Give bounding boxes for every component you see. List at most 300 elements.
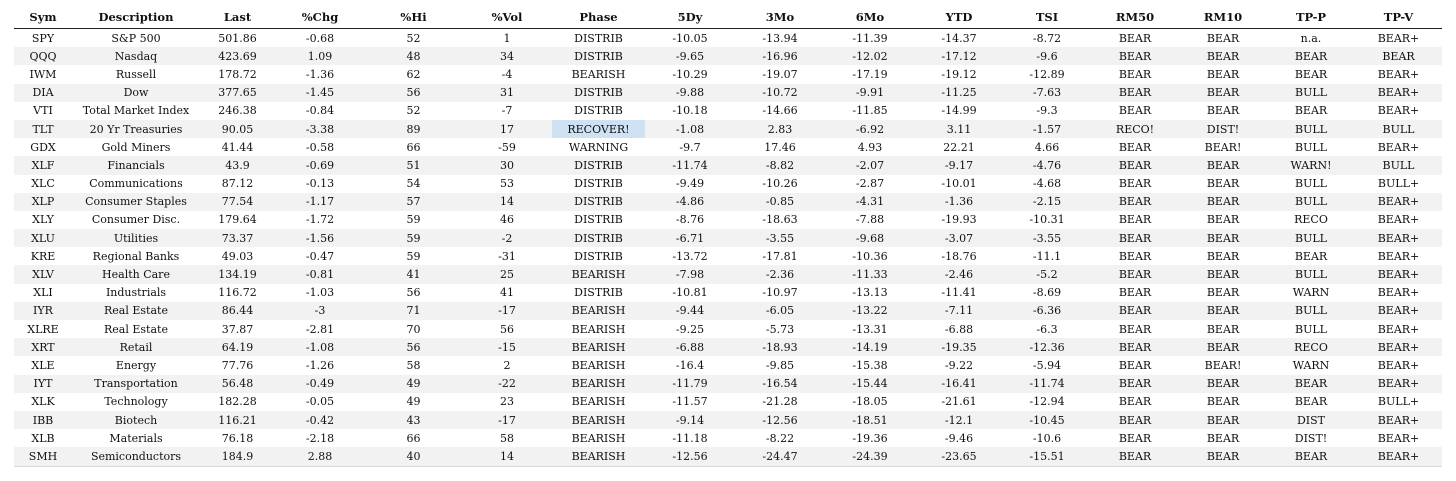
cell-sym: IYR xyxy=(14,302,72,320)
table-row[interactable] xyxy=(14,284,1442,302)
table-row[interactable] xyxy=(14,84,1442,102)
cell-tp-v: BEAR xyxy=(1355,47,1442,65)
cell-ytd: -9.22 xyxy=(915,356,1003,374)
table-row[interactable] xyxy=(14,356,1442,374)
cell-description: Technology xyxy=(72,393,200,411)
cell-tp-v: BEAR+ xyxy=(1355,375,1442,393)
cell-last: 76.18 xyxy=(200,429,275,447)
cell-3mo: -18.93 xyxy=(735,338,825,356)
cell-5dy: -11.18 xyxy=(645,429,735,447)
cell-tp-v: BULL+ xyxy=(1355,393,1442,411)
cell-tp-p: RECO xyxy=(1267,211,1355,229)
cell-rm50: RECO! xyxy=(1091,120,1179,138)
cell-pct-hi: 59 xyxy=(365,229,462,247)
cell-tp-v: BEAR+ xyxy=(1355,411,1442,429)
cell-5dy: -9.44 xyxy=(645,302,735,320)
header-pct-hi[interactable]: %Hi xyxy=(365,6,462,29)
cell-5dy: -1.08 xyxy=(645,120,735,138)
cell-tsi: -1.57 xyxy=(1003,120,1091,138)
cell-pct-hi: 51 xyxy=(365,156,462,174)
cell-description: Industrials xyxy=(72,284,200,302)
cell-sym: VTI xyxy=(14,102,72,120)
cell-sym: SMH xyxy=(14,447,72,466)
table-row[interactable] xyxy=(14,29,1442,48)
cell-sym: XLU xyxy=(14,229,72,247)
cell-phase: DISTRIB xyxy=(552,84,645,102)
cell-ytd: -10.01 xyxy=(915,175,1003,193)
cell-ytd: -9.46 xyxy=(915,429,1003,447)
table-row[interactable] xyxy=(14,229,1442,247)
cell-ytd: -19.35 xyxy=(915,338,1003,356)
cell-5dy: -6.88 xyxy=(645,338,735,356)
cell-description: Dow xyxy=(72,84,200,102)
cell-pct-vol: 56 xyxy=(462,320,552,338)
cell-pct-vol: 53 xyxy=(462,175,552,193)
table-row[interactable] xyxy=(14,193,1442,211)
cell-tp-p: BEAR xyxy=(1267,102,1355,120)
cell-3mo: -18.63 xyxy=(735,211,825,229)
cell-pct-vol: 14 xyxy=(462,193,552,211)
table-row[interactable] xyxy=(14,138,1442,156)
cell-rm10: BEAR xyxy=(1179,375,1267,393)
cell-description: Transportation xyxy=(72,375,200,393)
table-row[interactable] xyxy=(14,120,1442,138)
cell-rm50: BEAR xyxy=(1091,320,1179,338)
cell-tsi: -12.94 xyxy=(1003,393,1091,411)
cell-ytd: -11.41 xyxy=(915,284,1003,302)
cell-description: Utilities xyxy=(72,229,200,247)
cell-rm50: BEAR xyxy=(1091,138,1179,156)
cell-pct-chg: -2.81 xyxy=(275,320,365,338)
table-row[interactable] xyxy=(14,411,1442,429)
cell-tp-p: BEAR xyxy=(1267,447,1355,466)
cell-ytd: -18.76 xyxy=(915,247,1003,265)
cell-tsi: -4.68 xyxy=(1003,175,1091,193)
cell-tp-v: BEAR+ xyxy=(1355,102,1442,120)
cell-rm50: BEAR xyxy=(1091,284,1179,302)
cell-3mo: -12.56 xyxy=(735,411,825,429)
cell-pct-vol: -2 xyxy=(462,229,552,247)
cell-rm50: BEAR xyxy=(1091,302,1179,320)
cell-tp-v: BEAR+ xyxy=(1355,211,1442,229)
cell-3mo: 2.83 xyxy=(735,120,825,138)
cell-pct-chg: -1.36 xyxy=(275,65,365,83)
table-row[interactable] xyxy=(14,175,1442,193)
cell-tsi: -12.36 xyxy=(1003,338,1091,356)
cell-tp-v: BEAR+ xyxy=(1355,65,1442,83)
cell-5dy: -8.76 xyxy=(645,211,735,229)
header-description[interactable]: Description xyxy=(72,6,200,29)
cell-rm50: BEAR xyxy=(1091,429,1179,447)
cell-tp-p: BEAR xyxy=(1267,393,1355,411)
cell-ytd: -6.88 xyxy=(915,320,1003,338)
cell-tp-p: WARN xyxy=(1267,356,1355,374)
cell-pct-vol: 23 xyxy=(462,393,552,411)
header-5dy[interactable]: 5Dy xyxy=(645,6,735,29)
cell-rm50: BEAR xyxy=(1091,65,1179,83)
table-row[interactable] xyxy=(14,375,1442,393)
cell-pct-hi: 52 xyxy=(365,29,462,48)
cell-sym: XRT xyxy=(14,338,72,356)
cell-pct-vol: 30 xyxy=(462,156,552,174)
cell-3mo: -19.07 xyxy=(735,65,825,83)
cell-tp-v: BEAR+ xyxy=(1355,138,1442,156)
cell-last: 377.65 xyxy=(200,84,275,102)
cell-ytd: -1.36 xyxy=(915,193,1003,211)
cell-6mo: -11.33 xyxy=(825,265,915,283)
cell-rm50: BEAR xyxy=(1091,393,1179,411)
cell-phase: BEARISH xyxy=(552,447,645,466)
cell-pct-vol: 14 xyxy=(462,447,552,466)
cell-pct-hi: 56 xyxy=(365,338,462,356)
table-row[interactable] xyxy=(14,265,1442,283)
cell-tp-p: BULL xyxy=(1267,175,1355,193)
cell-6mo: -2.07 xyxy=(825,156,915,174)
cell-tp-v: BULL xyxy=(1355,120,1442,138)
cell-tsi: -10.45 xyxy=(1003,411,1091,429)
cell-6mo: -13.13 xyxy=(825,284,915,302)
cell-tsi: -4.76 xyxy=(1003,156,1091,174)
cell-rm50: BEAR xyxy=(1091,338,1179,356)
cell-3mo: -0.85 xyxy=(735,193,825,211)
cell-phase: BEARISH xyxy=(552,320,645,338)
cell-6mo: -17.19 xyxy=(825,65,915,83)
table-row[interactable] xyxy=(14,211,1442,229)
cell-pct-vol: -4 xyxy=(462,65,552,83)
cell-tp-p: BULL xyxy=(1267,302,1355,320)
cell-rm50: BEAR xyxy=(1091,265,1179,283)
cell-sym: IBB xyxy=(14,411,72,429)
cell-rm10: BEAR xyxy=(1179,65,1267,83)
header-pct-vol[interactable]: %Vol xyxy=(462,6,552,29)
cell-pct-vol: -17 xyxy=(462,302,552,320)
cell-3mo: -8.82 xyxy=(735,156,825,174)
cell-5dy: -10.05 xyxy=(645,29,735,48)
header-row xyxy=(14,6,1442,29)
cell-phase: RECOVER! xyxy=(552,120,645,138)
cell-pct-chg: -0.58 xyxy=(275,138,365,156)
cell-5dy: -11.74 xyxy=(645,156,735,174)
cell-tsi: -2.15 xyxy=(1003,193,1091,211)
cell-pct-vol: 2 xyxy=(462,356,552,374)
cell-phase: DISTRIB xyxy=(552,211,645,229)
cell-pct-hi: 57 xyxy=(365,193,462,211)
cell-3mo: -10.26 xyxy=(735,175,825,193)
cell-tp-p: n.a. xyxy=(1267,29,1355,48)
cell-ytd: -9.17 xyxy=(915,156,1003,174)
cell-rm10: BEAR xyxy=(1179,320,1267,338)
header-last[interactable]: Last xyxy=(200,6,275,29)
cell-pct-chg: 1.09 xyxy=(275,47,365,65)
cell-pct-hi: 70 xyxy=(365,320,462,338)
cell-description: Gold Miners xyxy=(72,138,200,156)
cell-rm50: BEAR xyxy=(1091,175,1179,193)
cell-rm50: BEAR xyxy=(1091,47,1179,65)
cell-tp-v: BEAR+ xyxy=(1355,429,1442,447)
cell-last: 77.76 xyxy=(200,356,275,374)
cell-tp-p: DIST xyxy=(1267,411,1355,429)
cell-tp-p: DIST! xyxy=(1267,429,1355,447)
cell-pct-chg: -0.47 xyxy=(275,247,365,265)
cell-tp-v: BEAR+ xyxy=(1355,229,1442,247)
cell-pct-chg: -2.18 xyxy=(275,429,365,447)
cell-6mo: -6.92 xyxy=(825,120,915,138)
cell-pct-hi: 40 xyxy=(365,447,462,466)
header-tsi[interactable]: TSI xyxy=(1003,6,1091,29)
cell-pct-chg: -0.42 xyxy=(275,411,365,429)
cell-tp-v: BEAR+ xyxy=(1355,338,1442,356)
cell-pct-vol: -31 xyxy=(462,247,552,265)
cell-pct-vol: 58 xyxy=(462,429,552,447)
cell-tp-p: BULL xyxy=(1267,193,1355,211)
cell-last: 182.28 xyxy=(200,393,275,411)
table-row[interactable] xyxy=(14,429,1442,447)
cell-pct-chg: -1.72 xyxy=(275,211,365,229)
cell-sym: QQQ xyxy=(14,47,72,65)
cell-rm10: BEAR xyxy=(1179,229,1267,247)
header-3mo[interactable]: 3Mo xyxy=(735,6,825,29)
table-row[interactable] xyxy=(14,393,1442,411)
cell-rm10: BEAR xyxy=(1179,175,1267,193)
cell-6mo: -7.88 xyxy=(825,211,915,229)
cell-3mo: -13.94 xyxy=(735,29,825,48)
cell-tsi: -12.89 xyxy=(1003,65,1091,83)
header-rm50[interactable]: RM50 xyxy=(1091,6,1179,29)
cell-ytd: -2.46 xyxy=(915,265,1003,283)
cell-last: 90.05 xyxy=(200,120,275,138)
cell-description: Communications xyxy=(72,175,200,193)
market-table xyxy=(14,6,1442,467)
cell-tp-p: BULL xyxy=(1267,84,1355,102)
cell-sym: XLP xyxy=(14,193,72,211)
header-sym[interactable]: Sym xyxy=(14,6,72,29)
cell-last: 179.64 xyxy=(200,211,275,229)
cell-ytd: -7.11 xyxy=(915,302,1003,320)
cell-pct-chg: -0.13 xyxy=(275,175,365,193)
cell-ytd: -17.12 xyxy=(915,47,1003,65)
cell-rm10: BEAR xyxy=(1179,284,1267,302)
table-row[interactable] xyxy=(14,47,1442,65)
cell-last: 43.9 xyxy=(200,156,275,174)
cell-5dy: -11.79 xyxy=(645,375,735,393)
cell-pct-chg: -1.03 xyxy=(275,284,365,302)
cell-last: 178.72 xyxy=(200,65,275,83)
cell-last: 246.38 xyxy=(200,102,275,120)
table-row[interactable] xyxy=(14,320,1442,338)
cell-last: 86.44 xyxy=(200,302,275,320)
table-row[interactable] xyxy=(14,338,1442,356)
cell-tsi: -10.6 xyxy=(1003,429,1091,447)
cell-3mo: -16.54 xyxy=(735,375,825,393)
table-row[interactable] xyxy=(14,102,1442,120)
cell-pct-vol: -15 xyxy=(462,338,552,356)
cell-pct-chg: -0.69 xyxy=(275,156,365,174)
cell-5dy: -9.49 xyxy=(645,175,735,193)
cell-5dy: -6.71 xyxy=(645,229,735,247)
cell-6mo: -13.22 xyxy=(825,302,915,320)
cell-3mo: -2.36 xyxy=(735,265,825,283)
cell-last: 501.86 xyxy=(200,29,275,48)
cell-sym: SPY xyxy=(14,29,72,48)
cell-rm10: BEAR xyxy=(1179,265,1267,283)
cell-pct-hi: 56 xyxy=(365,84,462,102)
cell-tsi: -5.94 xyxy=(1003,356,1091,374)
cell-6mo: -18.05 xyxy=(825,393,915,411)
cell-pct-vol: 25 xyxy=(462,265,552,283)
cell-tp-p: BEAR xyxy=(1267,65,1355,83)
table-row[interactable] xyxy=(14,156,1442,174)
cell-6mo: -10.36 xyxy=(825,247,915,265)
cell-description: Materials xyxy=(72,429,200,447)
cell-tp-v: BEAR+ xyxy=(1355,356,1442,374)
cell-sym: XLV xyxy=(14,265,72,283)
cell-pct-chg: -0.49 xyxy=(275,375,365,393)
cell-sym: XLB xyxy=(14,429,72,447)
cell-pct-vol: -22 xyxy=(462,375,552,393)
cell-pct-hi: 54 xyxy=(365,175,462,193)
cell-last: 73.37 xyxy=(200,229,275,247)
cell-tp-v: BEAR+ xyxy=(1355,320,1442,338)
cell-rm10: BEAR xyxy=(1179,247,1267,265)
cell-tp-p: BEAR xyxy=(1267,47,1355,65)
cell-tp-v: BEAR+ xyxy=(1355,193,1442,211)
cell-ytd: -21.61 xyxy=(915,393,1003,411)
cell-last: 77.54 xyxy=(200,193,275,211)
cell-phase: DISTRIB xyxy=(552,47,645,65)
cell-rm50: BEAR xyxy=(1091,193,1179,211)
cell-tsi: -9.6 xyxy=(1003,47,1091,65)
cell-6mo: -11.39 xyxy=(825,29,915,48)
cell-5dy: -13.72 xyxy=(645,247,735,265)
cell-rm10: BEAR xyxy=(1179,193,1267,211)
cell-5dy: -9.7 xyxy=(645,138,735,156)
cell-rm50: BEAR xyxy=(1091,84,1179,102)
cell-ytd: 22.21 xyxy=(915,138,1003,156)
cell-6mo: -4.31 xyxy=(825,193,915,211)
cell-pct-hi: 59 xyxy=(365,211,462,229)
cell-rm10: BEAR xyxy=(1179,102,1267,120)
table-row[interactable] xyxy=(14,447,1442,466)
cell-tp-p: WARN! xyxy=(1267,156,1355,174)
cell-last: 41.44 xyxy=(200,138,275,156)
cell-tp-p: BULL xyxy=(1267,138,1355,156)
cell-tsi: -3.55 xyxy=(1003,229,1091,247)
cell-last: 37.87 xyxy=(200,320,275,338)
cell-3mo: -5.73 xyxy=(735,320,825,338)
cell-pct-vol: 17 xyxy=(462,120,552,138)
cell-sym: KRE xyxy=(14,247,72,265)
cell-6mo: -14.19 xyxy=(825,338,915,356)
cell-description: Total Market Index xyxy=(72,102,200,120)
cell-ytd: -16.41 xyxy=(915,375,1003,393)
cell-pct-hi: 62 xyxy=(365,65,462,83)
cell-rm50: BEAR xyxy=(1091,447,1179,466)
cell-tp-v: BEAR+ xyxy=(1355,29,1442,48)
cell-sym: TLT xyxy=(14,120,72,138)
header-pct-chg[interactable]: %Chg xyxy=(275,6,365,29)
cell-pct-chg: -3.38 xyxy=(275,120,365,138)
cell-rm50: BEAR xyxy=(1091,247,1179,265)
cell-rm10: BEAR xyxy=(1179,447,1267,466)
cell-pct-vol: -17 xyxy=(462,411,552,429)
cell-sym: GDX xyxy=(14,138,72,156)
cell-rm50: BEAR xyxy=(1091,102,1179,120)
cell-tp-v: BULL xyxy=(1355,156,1442,174)
cell-description: Real Estate xyxy=(72,302,200,320)
cell-3mo: 17.46 xyxy=(735,138,825,156)
cell-rm10: BEAR! xyxy=(1179,356,1267,374)
cell-pct-hi: 52 xyxy=(365,102,462,120)
cell-last: 423.69 xyxy=(200,47,275,65)
header-ytd[interactable]: YTD xyxy=(915,6,1003,29)
cell-tp-v: BEAR+ xyxy=(1355,247,1442,265)
cell-tp-v: BEAR+ xyxy=(1355,284,1442,302)
cell-phase: BEARISH xyxy=(552,356,645,374)
header-phase[interactable]: Phase xyxy=(552,6,645,29)
cell-rm10: BEAR! xyxy=(1179,138,1267,156)
header-rm10[interactable]: RM10 xyxy=(1179,6,1267,29)
cell-phase: DISTRIB xyxy=(552,29,645,48)
cell-pct-hi: 66 xyxy=(365,429,462,447)
cell-phase: DISTRIB xyxy=(552,175,645,193)
cell-pct-chg: -1.26 xyxy=(275,356,365,374)
cell-6mo: -9.91 xyxy=(825,84,915,102)
cell-pct-hi: 71 xyxy=(365,302,462,320)
cell-5dy: -10.18 xyxy=(645,102,735,120)
cell-tsi: -8.69 xyxy=(1003,284,1091,302)
cell-last: 49.03 xyxy=(200,247,275,265)
cell-tsi: -6.36 xyxy=(1003,302,1091,320)
table-row[interactable] xyxy=(14,65,1442,83)
cell-6mo: -18.51 xyxy=(825,411,915,429)
cell-pct-chg: -1.17 xyxy=(275,193,365,211)
cell-sym: IYT xyxy=(14,375,72,393)
table-row[interactable] xyxy=(14,302,1442,320)
cell-rm50: BEAR xyxy=(1091,375,1179,393)
cell-pct-hi: 48 xyxy=(365,47,462,65)
cell-rm10: BEAR xyxy=(1179,211,1267,229)
header-tp-p[interactable]: TP-P xyxy=(1267,6,1355,29)
cell-5dy: -9.65 xyxy=(645,47,735,65)
cell-tsi: -11.1 xyxy=(1003,247,1091,265)
table-row[interactable] xyxy=(14,247,1442,265)
cell-tp-p: WARN xyxy=(1267,284,1355,302)
cell-6mo: -13.31 xyxy=(825,320,915,338)
cell-pct-hi: 41 xyxy=(365,265,462,283)
cell-phase: BEARISH xyxy=(552,411,645,429)
cell-sym: XLI xyxy=(14,284,72,302)
cell-ytd: -19.12 xyxy=(915,65,1003,83)
cell-tsi: -11.74 xyxy=(1003,375,1091,393)
cell-tsi: 4.66 xyxy=(1003,138,1091,156)
cell-tp-p: BEAR xyxy=(1267,375,1355,393)
cell-last: 134.19 xyxy=(200,265,275,283)
cell-phase: BEARISH xyxy=(552,338,645,356)
header-tp-v[interactable]: TP-V xyxy=(1355,6,1442,29)
header-6mo[interactable]: 6Mo xyxy=(825,6,915,29)
cell-ytd: -23.65 xyxy=(915,447,1003,466)
cell-sym: XLY xyxy=(14,211,72,229)
cell-pct-hi: 66 xyxy=(365,138,462,156)
cell-tp-p: BULL xyxy=(1267,229,1355,247)
cell-pct-chg: -0.68 xyxy=(275,29,365,48)
cell-pct-vol: -7 xyxy=(462,102,552,120)
cell-tsi: -7.63 xyxy=(1003,84,1091,102)
cell-pct-chg: -1.45 xyxy=(275,84,365,102)
cell-phase: BEARISH xyxy=(552,302,645,320)
cell-pct-chg: -0.81 xyxy=(275,265,365,283)
cell-last: 116.21 xyxy=(200,411,275,429)
